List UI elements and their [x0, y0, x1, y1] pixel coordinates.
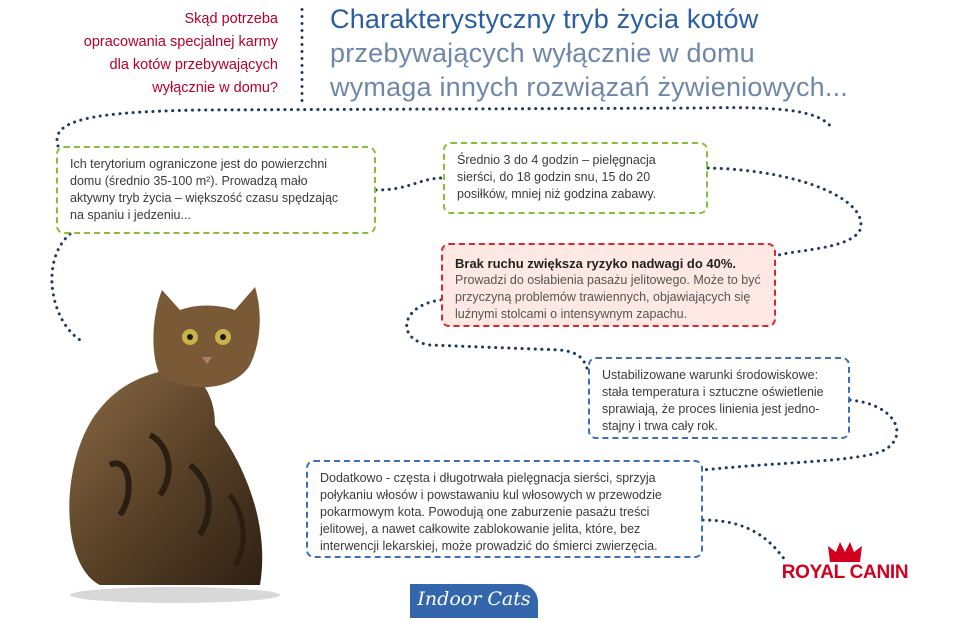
environment-line-1: Ustabilizowane warunki środowiskowe:: [602, 368, 819, 382]
box-territory: [56, 146, 376, 234]
weight-line-3: luźnymi stolcami o intensywnym zapachu.: [455, 307, 688, 321]
routine-line-3: posiłków, mniej niż godzina zabawy.: [457, 187, 657, 201]
territory-line-4: na spaniu i jedzeniu...: [70, 208, 191, 222]
heading-line-3: wymaga innych rozwiązań żywieniowych...: [330, 72, 849, 102]
weight-line-2: przyczyną problemów trawiennych, objawiających się: [455, 290, 751, 304]
indoor-cats-tab: Indoor Cats: [410, 584, 538, 618]
question-line-4: wyłącznie w domu?: [152, 80, 278, 96]
royal-canin-logo: [780, 540, 910, 592]
weight-title: Brak ruchu zwiększa ryzyko nadwagi do 40%.: [455, 256, 737, 271]
environment-line-3: sprawiają, że proces linienia jest jedno-: [602, 402, 820, 416]
box-weight: [441, 243, 776, 327]
brand-name: ROYAL CANIN: [781, 562, 909, 583]
connector-territory-to-routine: [376, 178, 443, 190]
box-routine: [443, 142, 708, 214]
cat-photo: [40, 265, 310, 605]
grooming-line-3: pokarmowym kota. Powodują one zaburzenie pasażu treści: [320, 505, 650, 519]
routine-line-2: sierści, do 18 godzin snu, 15 do 20: [457, 170, 651, 184]
box-environment: [588, 357, 850, 439]
grooming-line-5: interwencji lekarskiej, może prowadzić do śmierci zwierzęcia.: [320, 539, 658, 553]
connector-heading-to-territory: [57, 108, 832, 146]
territory-line-3: aktywny tryb życia – większość czasu spędzając: [70, 191, 339, 205]
box-grooming: [306, 460, 703, 558]
weight-line-1: Prowadzi do osłabienia pasażu jelitowego. Może to być: [455, 273, 761, 287]
heading-line-1: Charakterystyczny tryb życia kotów: [330, 4, 759, 34]
heading-line-2: przebywających wyłącznie w domu: [330, 38, 755, 68]
question-line-2: opracowania specjalnej karmy: [83, 34, 278, 50]
routine-line-1: Średnio 3 do 4 godzin – pielęgnacja: [457, 153, 656, 167]
environment-line-2: stała temperatura i sztuczne oświetlenie: [602, 385, 824, 399]
royal-canin-crown-logo: [780, 540, 910, 564]
question-line-3: dla kotów przebywających: [109, 57, 278, 73]
environment-line-4: stajny i trwa cały rok.: [602, 419, 719, 433]
territory-line-2: domu (średnio 35-100 m²). Prowadzą mało: [70, 174, 308, 188]
grooming-line-4: jelitowej, a nawet całkowite zablokowanie jelita, które, bez: [320, 522, 641, 536]
territory-line-1: Ich terytorium ograniczone jest do powierzchni: [70, 157, 328, 171]
question-line-1: Skąd potrzeba: [184, 11, 278, 27]
connector-grooming-to-logo: [703, 520, 785, 560]
grooming-line-2: połykaniu włosów i powstawaniu kul włosowych w przewodzie: [320, 488, 662, 502]
grooming-line-1: Dodatkowo - częsta i długotrwała pielęgnacja sierści, sprzyja: [320, 471, 656, 485]
